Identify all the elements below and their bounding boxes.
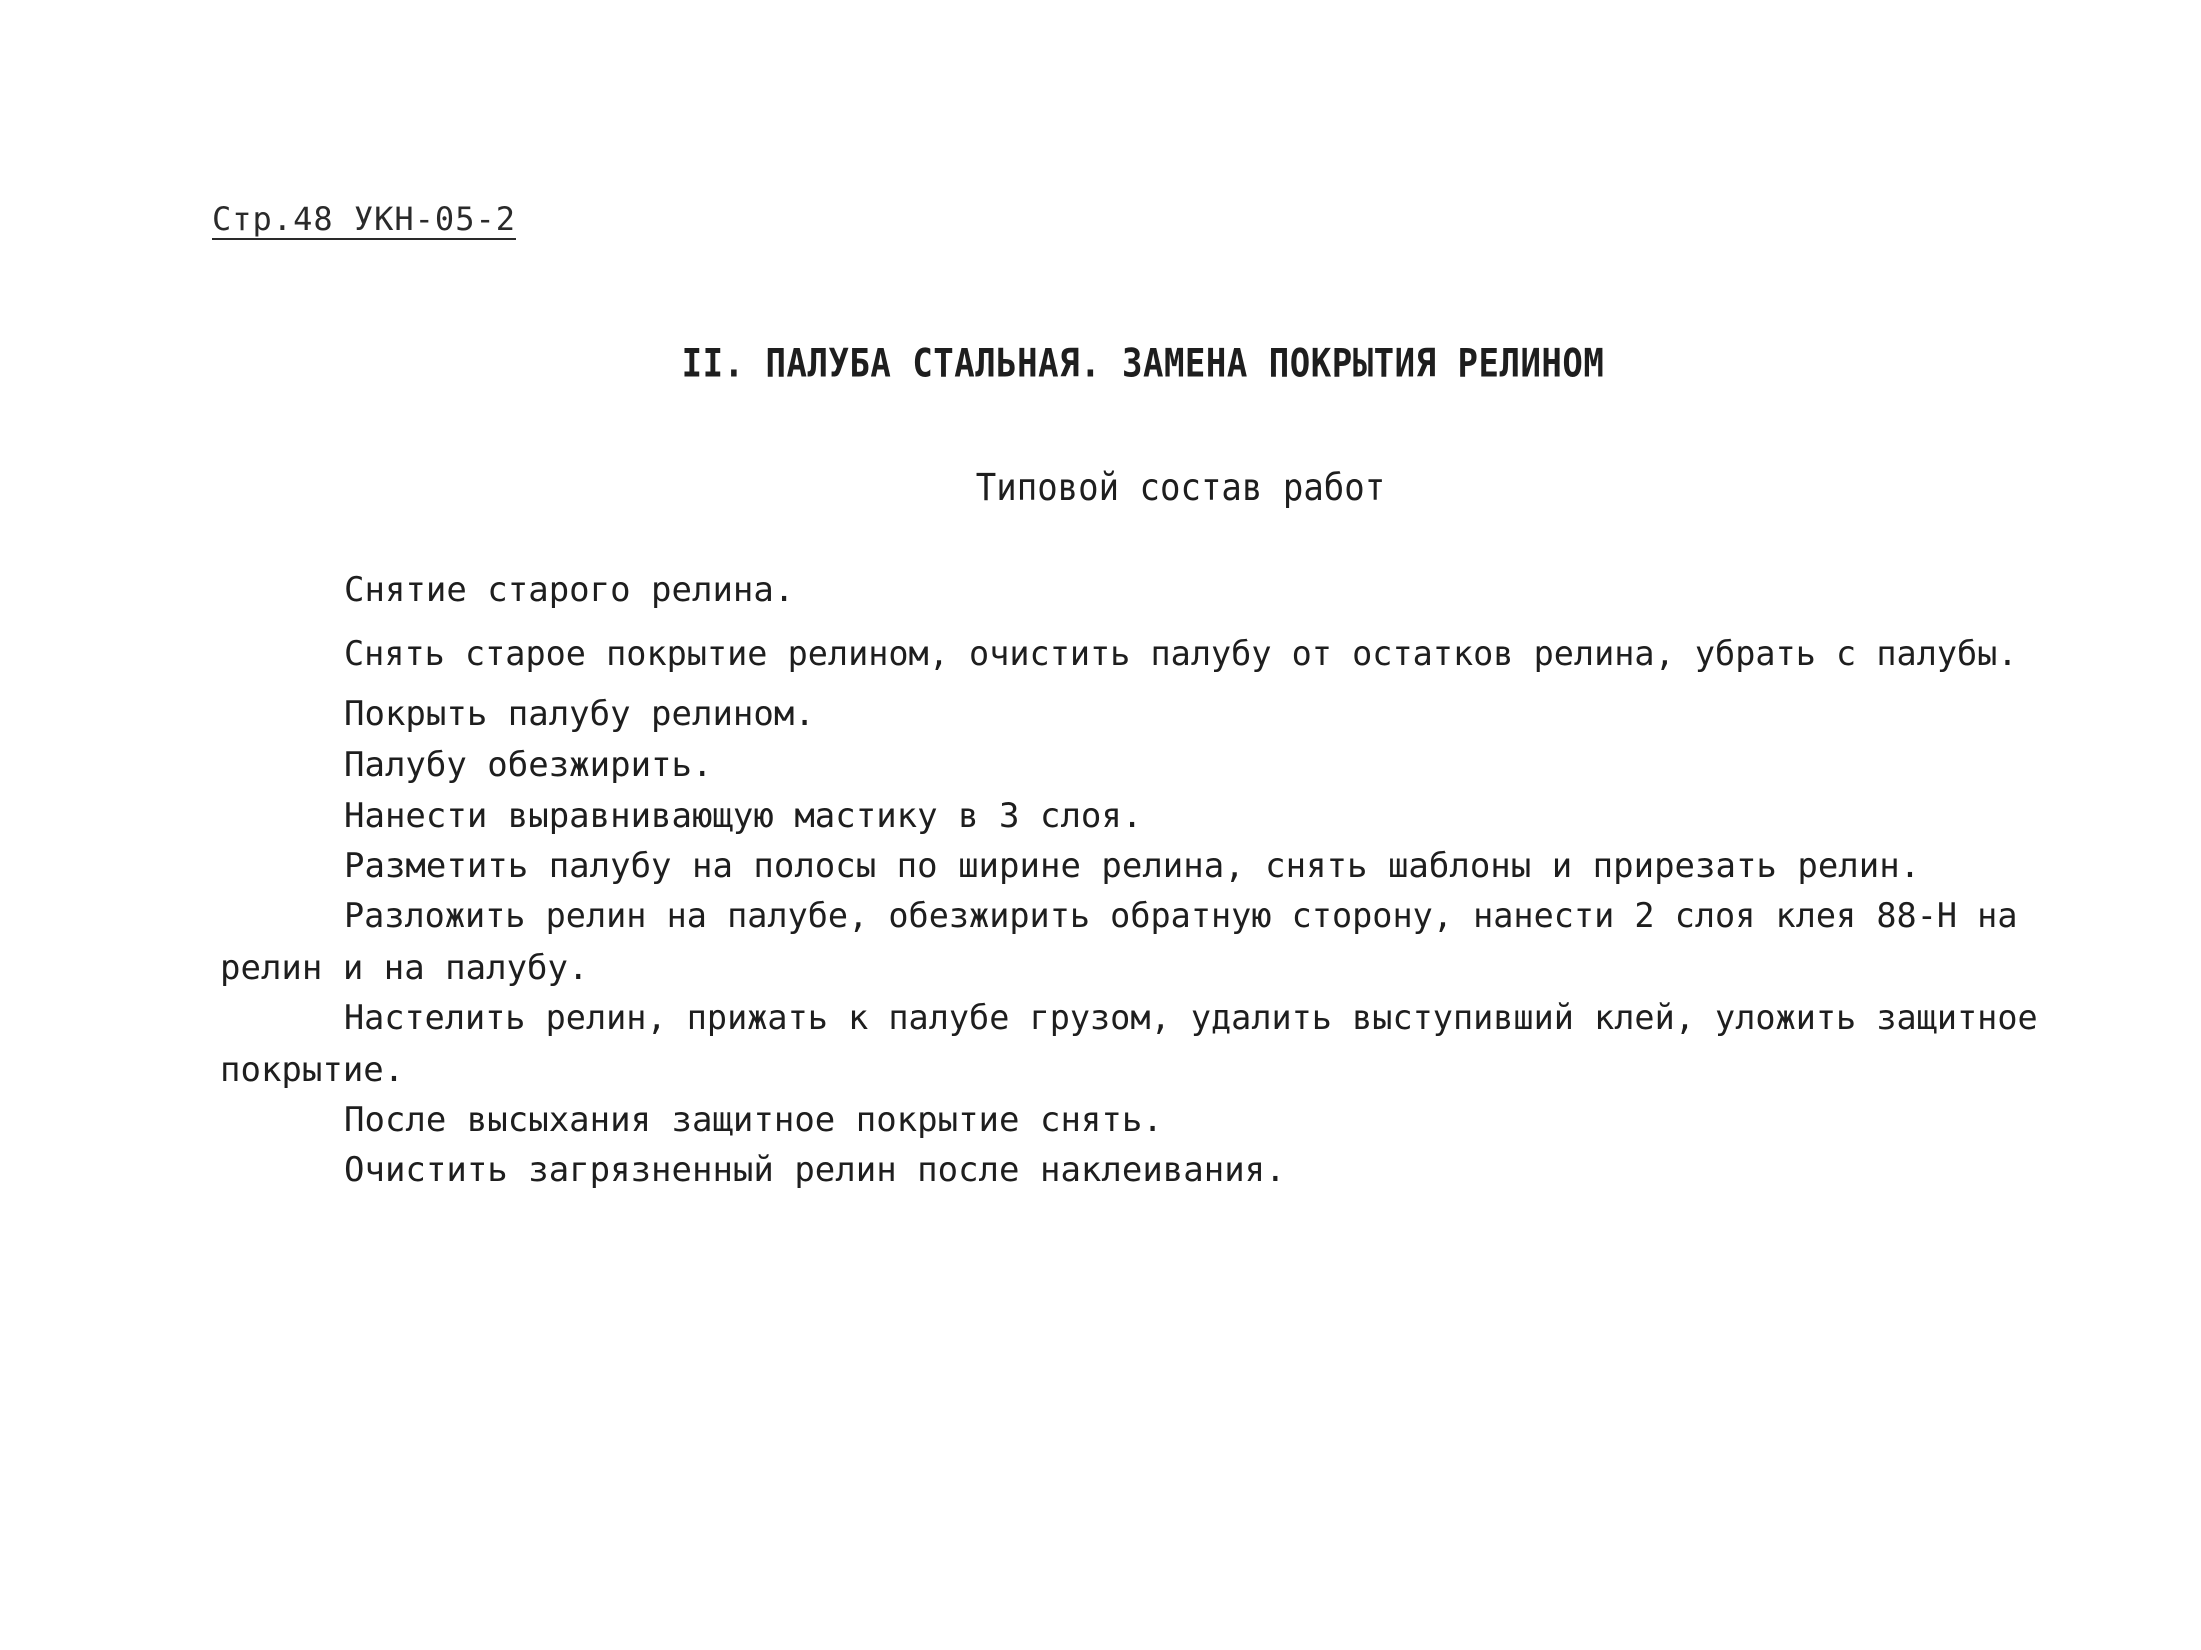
section-title: II. ПАЛУБА СТАЛЬНАЯ. ЗАМЕНА ПОКРЫТИЯ РЕЛИНОМ: [681, 341, 1605, 387]
body-line: Палубу обезжирить.: [344, 745, 713, 785]
body-line: покрытие.: [220, 1050, 405, 1090]
body-line: Разметить палубу на полосы по ширине релина, снять шаблоны и прирезать релин.: [344, 846, 1921, 886]
body-line: релин и на палубу.: [220, 948, 589, 988]
body-line-heading: Снятие старого релина.: [344, 570, 795, 610]
page-reference: Стр.48 УКН-05-2: [212, 200, 516, 238]
body-line: Настелить релин, прижать к палубе грузом, удалить выступивший клей, уложить защитное: [344, 998, 2038, 1038]
body-line: Нанести выравнивающую мастику в 3 слоя.: [344, 796, 1143, 836]
body-line: Очистить загрязненный релин после наклеивания.: [344, 1150, 1286, 1190]
body-line: После высыхания защитное покрытие снять.: [344, 1100, 1163, 1140]
body-line: Покрыть палубу релином.: [344, 694, 815, 734]
body-line: Разложить релин на палубе, обезжирить обратную сторону, нанести 2 слоя клея 88-Н на: [344, 896, 2018, 936]
body-line: Снять старое покрытие релином, очистить палубу от остатков релина, убрать с палубы.: [344, 634, 2018, 674]
section-subtitle: Типовой состав работ: [975, 466, 1386, 510]
